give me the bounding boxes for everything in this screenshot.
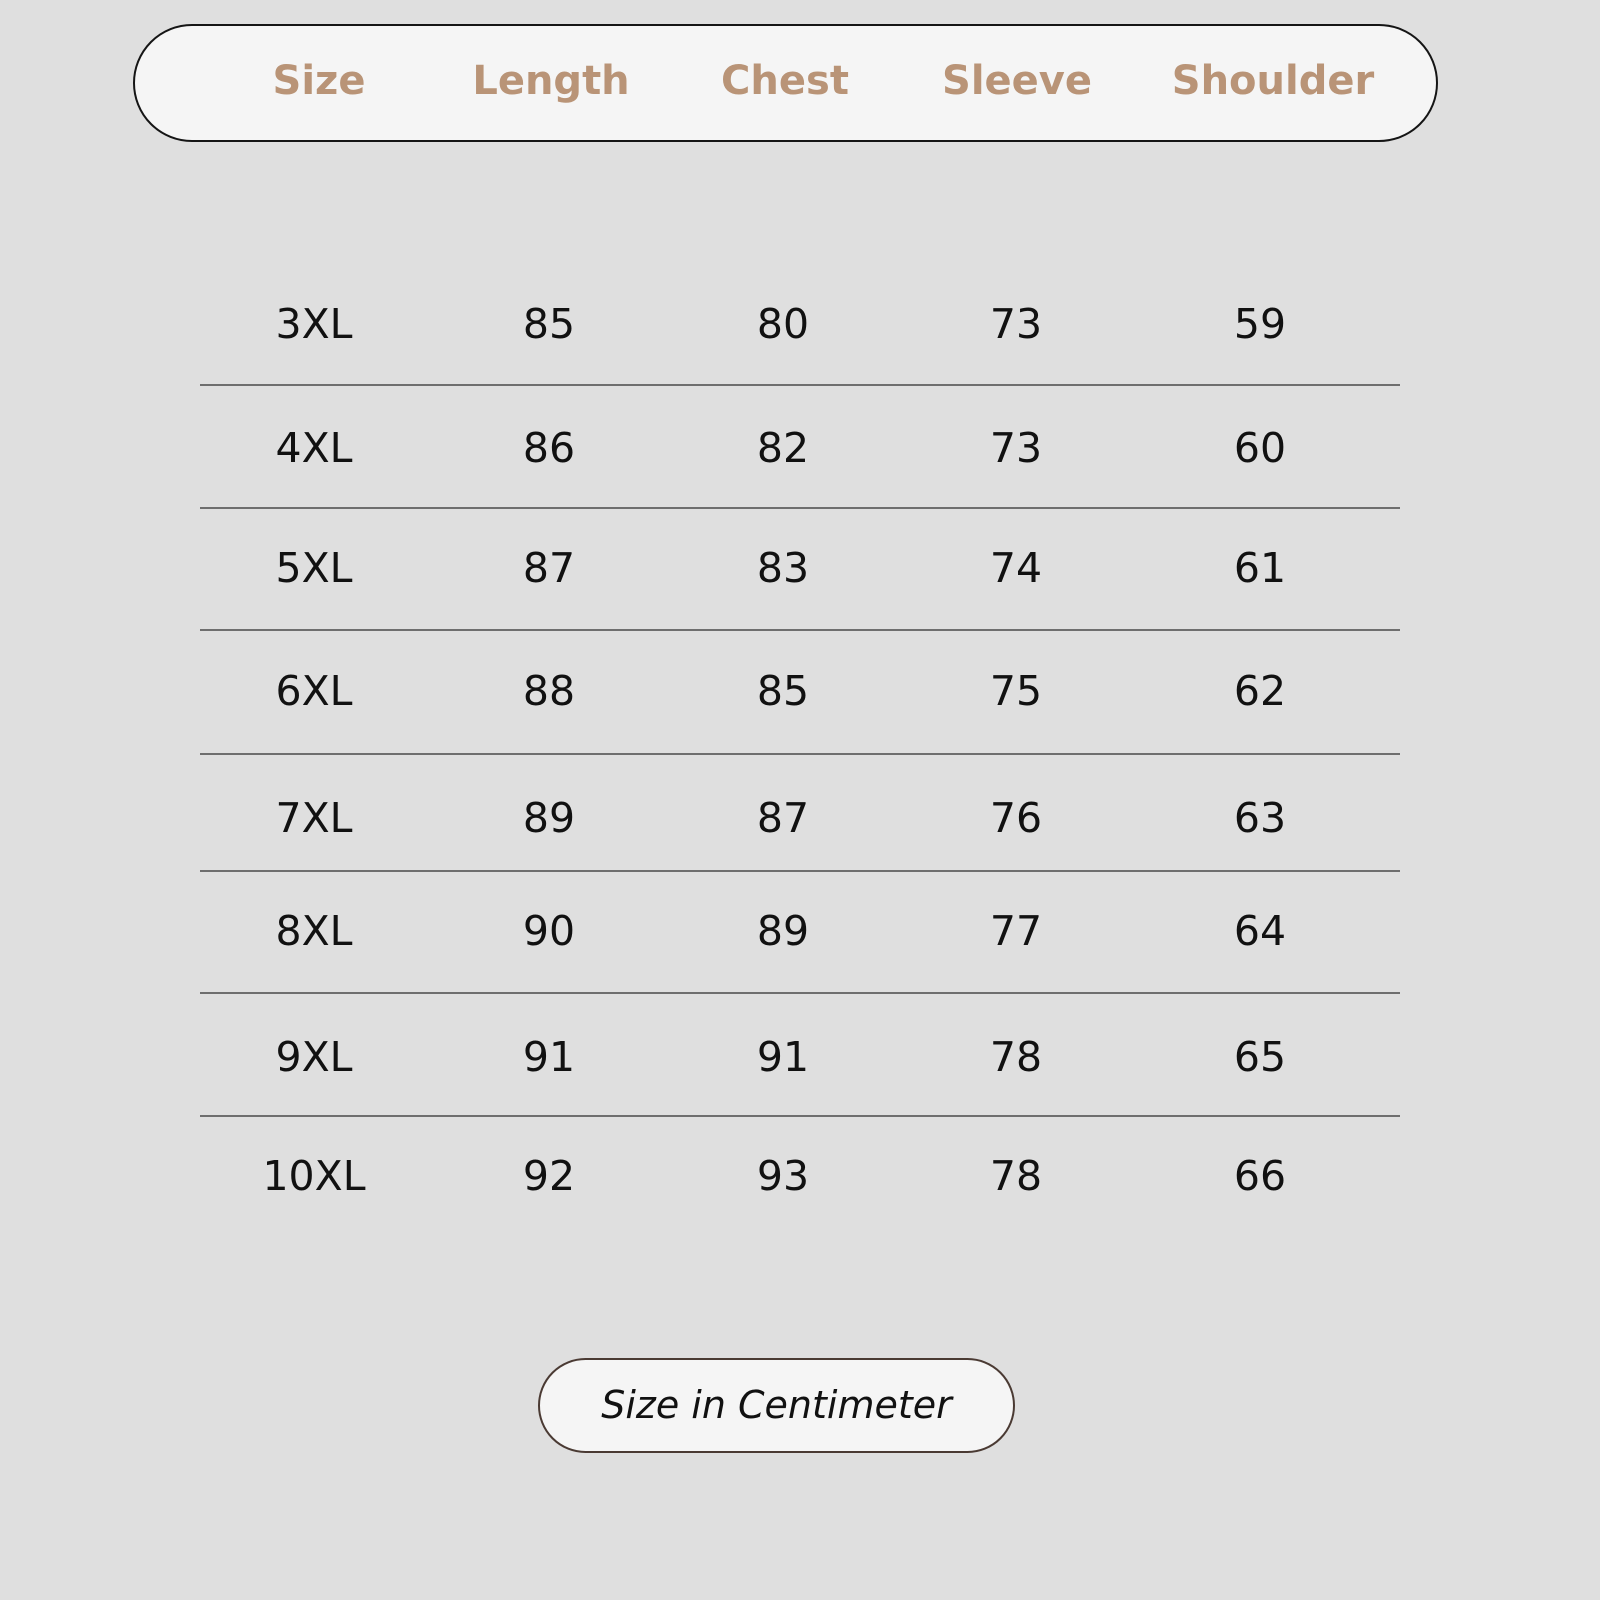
length-cell: 87 xyxy=(522,544,576,592)
shoulder-cell: 64 xyxy=(1233,907,1287,955)
length-cell: 88 xyxy=(522,667,576,715)
row-divider xyxy=(200,992,1400,994)
unit-badge xyxy=(538,1358,1015,1453)
table-row xyxy=(0,901,1600,961)
size-cell: 10XL xyxy=(262,1152,366,1200)
chest-cell: 87 xyxy=(756,794,810,842)
size-cell: 7XL xyxy=(275,794,353,842)
chest-cell: 89 xyxy=(756,907,810,955)
row-divider xyxy=(200,1115,1400,1117)
sleeve-cell: 73 xyxy=(989,300,1043,348)
shoulder-cell: 61 xyxy=(1233,544,1287,592)
row-divider xyxy=(200,384,1400,386)
row-divider xyxy=(200,753,1400,755)
sleeve-cell: 74 xyxy=(989,544,1043,592)
column-header-chest: Chest xyxy=(721,58,849,104)
size-cell: 3XL xyxy=(275,300,353,348)
column-header-size: Size xyxy=(272,58,366,104)
length-cell: 86 xyxy=(522,424,576,472)
row-divider xyxy=(200,629,1400,631)
shoulder-cell: 59 xyxy=(1233,300,1287,348)
shoulder-cell: 62 xyxy=(1233,667,1287,715)
length-cell: 92 xyxy=(522,1152,576,1200)
chest-cell: 82 xyxy=(756,424,810,472)
sleeve-cell: 77 xyxy=(989,907,1043,955)
column-header-length: Length xyxy=(472,58,630,104)
sleeve-cell: 75 xyxy=(989,667,1043,715)
table-row xyxy=(0,294,1600,354)
table-row xyxy=(0,418,1600,478)
length-cell: 85 xyxy=(522,300,576,348)
sleeve-cell: 78 xyxy=(989,1033,1043,1081)
row-divider xyxy=(200,870,1400,872)
shoulder-cell: 60 xyxy=(1233,424,1287,472)
chest-cell: 80 xyxy=(756,300,810,348)
length-cell: 89 xyxy=(522,794,576,842)
column-header-shoulder: Shoulder xyxy=(1171,58,1375,104)
table-row xyxy=(0,1027,1600,1087)
column-header-sleeve: Sleeve xyxy=(942,58,1092,104)
size-cell: 5XL xyxy=(275,544,353,592)
sleeve-cell: 78 xyxy=(989,1152,1043,1200)
unit-label: Size in Centimeter xyxy=(601,1383,952,1427)
size-cell: 8XL xyxy=(275,907,353,955)
chest-cell: 83 xyxy=(756,544,810,592)
sleeve-cell: 76 xyxy=(989,794,1043,842)
shoulder-cell: 65 xyxy=(1233,1033,1287,1081)
sleeve-cell: 73 xyxy=(989,424,1043,472)
shoulder-cell: 66 xyxy=(1233,1152,1287,1200)
chest-cell: 85 xyxy=(756,667,810,715)
shoulder-cell: 63 xyxy=(1233,794,1287,842)
table-row xyxy=(0,788,1600,848)
length-cell: 90 xyxy=(522,907,576,955)
chest-cell: 91 xyxy=(756,1033,810,1081)
size-cell: 6XL xyxy=(275,667,353,715)
size-cell: 9XL xyxy=(275,1033,353,1081)
table-row xyxy=(0,1146,1600,1206)
table-row xyxy=(0,538,1600,598)
table-row xyxy=(0,661,1600,721)
size-cell: 4XL xyxy=(275,424,353,472)
length-cell: 91 xyxy=(522,1033,576,1081)
chest-cell: 93 xyxy=(756,1152,810,1200)
row-divider xyxy=(200,507,1400,509)
